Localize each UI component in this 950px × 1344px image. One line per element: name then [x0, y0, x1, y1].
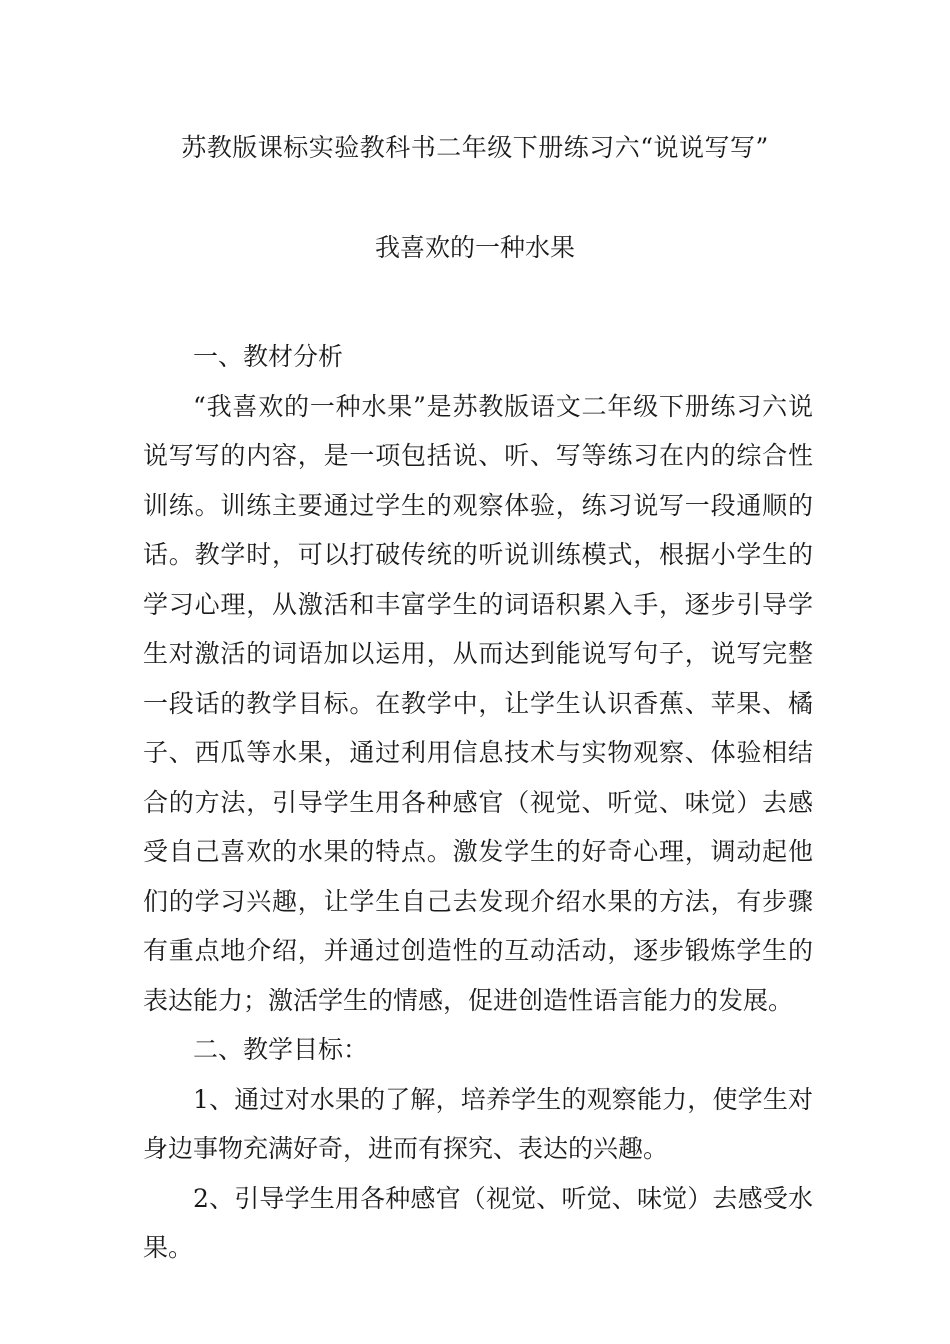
document-subtitle: 我喜欢的一种水果 [374, 233, 575, 262]
section-heading-analysis: 一、教材分析 [193, 342, 344, 371]
document-body [143, 332, 813, 1273]
goal-item-2: 2、引导学生用各种感官（视觉、听觉、味觉）去感受水果。 [143, 1183, 813, 1262]
section-heading-goals: 二、教学目标： [193, 1035, 369, 1064]
analysis-paragraph: “我喜欢的一种水果”是苏教版语文二年级下册练习六说说写写的内容，是一项包括说、听、写等练习在内的综合性训练。训练主要通过学生的观察体验，练习说写一段通顺的话。教学时，可以打破传统的听说训练模式，根据小学生的学习心理，从激活和丰富学生的词语积累入手，逐步引导学生对激活的词语加以运用，从而达到能说写句子，说写完整一段话的教学目标。在教学中，让学生认识香蕉、苹果、橘子、西瓜等水果，通过利用信息技术与实物观察、体验相结合的方法，引导学生用各种感官（视觉、听觉、味觉）去感受自己喜欢的水果的特点。激发学生的好奇心理，调动起他们的学习兴趣，让学生自己去发现介绍水果的方法，有步骤有重点地介绍，并通过创造性的互动活动，逐步锻炼学生的表达能力；激活学生的情感，促进创造性语言能力的发展。 [143, 391, 813, 1015]
document-title: 苏教版课标实验教科书二年级下册练习六“说说写写” [181, 133, 769, 162]
goal-item-1: 1、通过对水果的了解，培养学生的观察能力，使学生对身边事物充满好奇，进而有探究、表达的兴趣。 [143, 1084, 813, 1163]
